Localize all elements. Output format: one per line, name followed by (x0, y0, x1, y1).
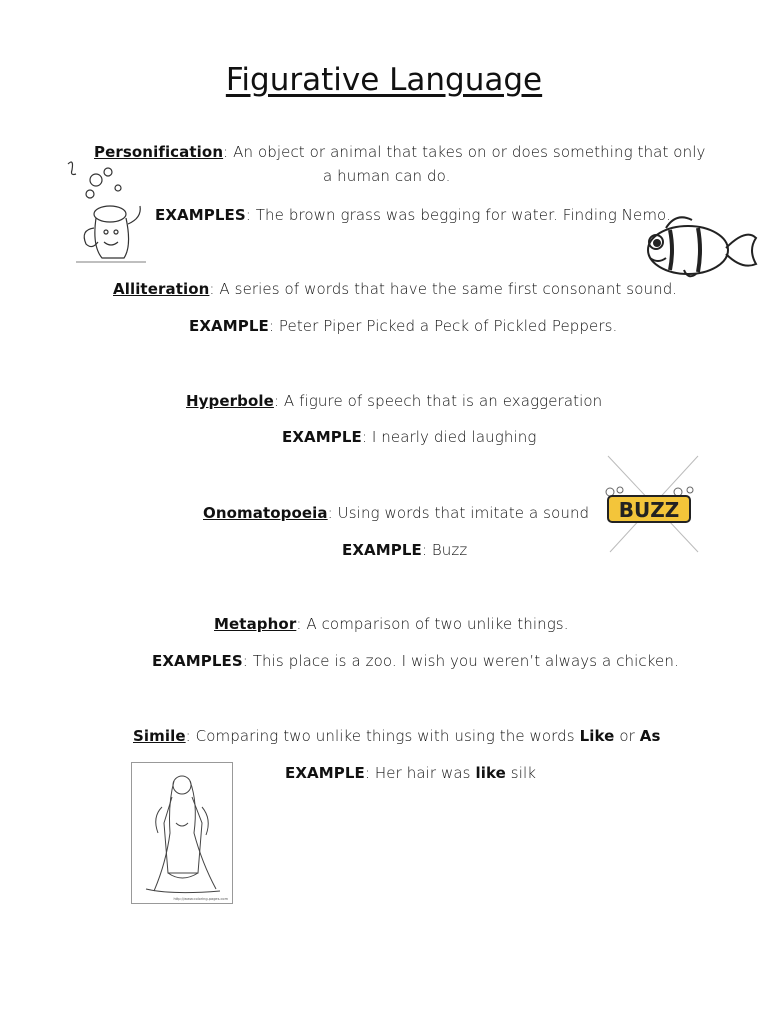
alliteration-example (189, 317, 617, 335)
hyperbole-example-label: EXAMPLE (282, 428, 362, 446)
personification-definition-line2: a human can do. (323, 167, 451, 185)
simile-example-label: EXAMPLE (285, 764, 365, 782)
personification-example (155, 206, 671, 224)
onomatopoeia-definition-text: : Using words that imitate a sound (327, 504, 590, 522)
personification-example-label: EXAMPLES (155, 206, 246, 224)
hyperbole-definition (186, 392, 602, 410)
onomatopoeia-definition (203, 504, 589, 522)
metaphor-example (152, 652, 679, 670)
buzz-image-text: BUZZ (618, 498, 680, 522)
simile-word-like: Like (579, 727, 615, 745)
rapunzel-image-caption: http://www.coloring-pages.com (173, 897, 228, 901)
hyperbole-term: Hyperbole (186, 392, 274, 410)
onomatopoeia-term: Onomatopoeia (203, 504, 328, 522)
alliteration-example-label: EXAMPLE (189, 317, 269, 335)
metaphor-example-text: : This place is a zoo. I wish you weren’t always a chicken. (242, 652, 679, 670)
onomatopoeia-example (342, 541, 467, 559)
personification-definition-text: : An object or animal that takes on or does something that only (223, 143, 706, 161)
simile-example-pre: : Her hair was (364, 764, 476, 782)
simile-word-or: or (614, 727, 640, 745)
hyperbole-definition-text: : A figure of speech that is an exaggeration (273, 392, 603, 410)
simile-definition-text: : Comparing two unlike things with using the words (185, 727, 580, 745)
alliteration-definition-text: : A series of words that have the same first consonant sound. (209, 280, 678, 298)
onomatopoeia-example-text: : Buzz (421, 541, 468, 559)
personification-definition (94, 143, 705, 161)
hyperbole-example-text: : I nearly died laughing (361, 428, 537, 446)
alliteration-term: Alliteration (113, 280, 210, 298)
buzz-image (598, 452, 706, 556)
teapot-character-image (66, 158, 154, 268)
clownfish-image (636, 208, 762, 280)
onomatopoeia-example-label: EXAMPLE (342, 541, 422, 559)
alliteration-definition (113, 280, 677, 298)
simile-word-as: As (639, 727, 661, 745)
rapunzel-image (131, 762, 233, 904)
personification-example-text: : The brown grass was begging for water. Finding Nemo. (245, 206, 671, 224)
metaphor-definition (214, 615, 569, 633)
simile-definition (133, 727, 660, 745)
simile-term: Simile (133, 727, 186, 745)
simile-example-like: like (475, 764, 506, 782)
metaphor-term: Metaphor (214, 615, 297, 633)
alliteration-example-text: : Peter Piper Picked a Peck of Pickled Peppers. (268, 317, 618, 335)
metaphor-definition-text: : A comparison of two unlike things. (296, 615, 569, 633)
page-title: Figurative Language (225, 62, 543, 98)
hyperbole-example (282, 428, 536, 446)
simile-example-post: silk (505, 764, 537, 782)
simile-example (285, 764, 536, 782)
personification-term: Personification (94, 143, 224, 161)
metaphor-example-label: EXAMPLES (152, 652, 243, 670)
